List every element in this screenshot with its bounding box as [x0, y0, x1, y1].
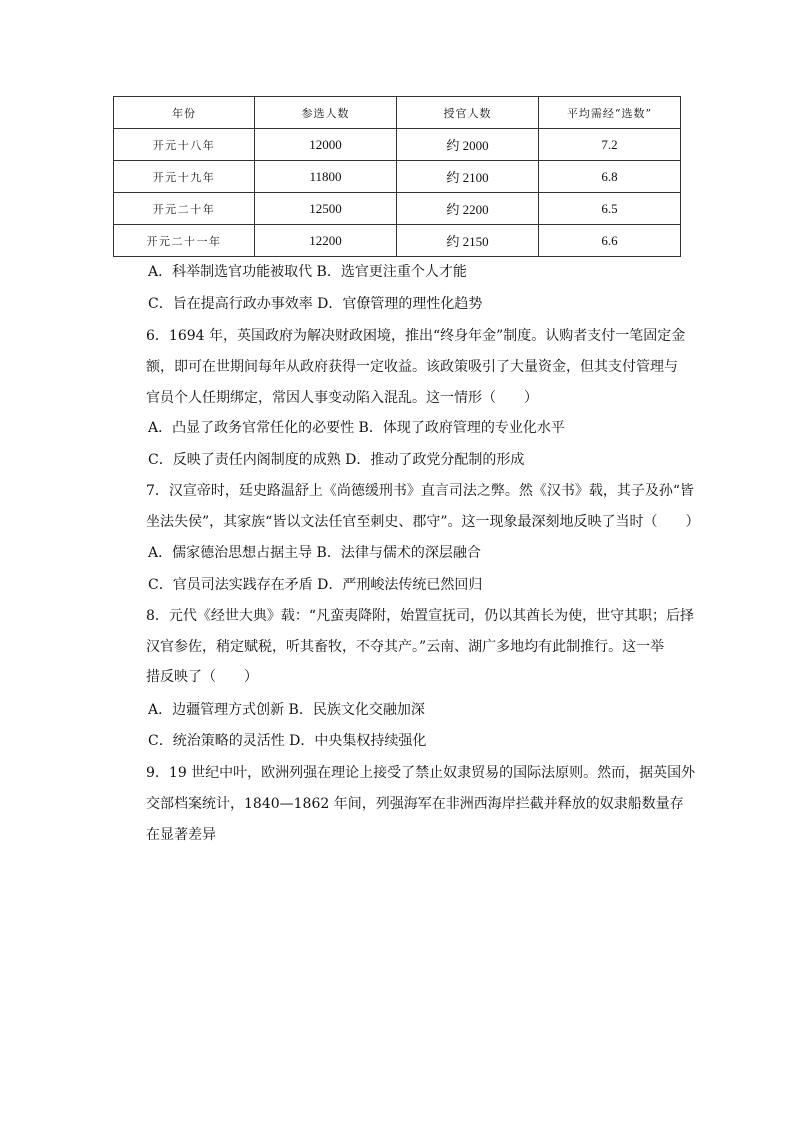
cell-appointed: 约 2000	[397, 129, 539, 161]
table-row	[114, 129, 681, 161]
q5-options-ab: A．科举制选官功能被取代 B．选官更注重个人才能	[148, 264, 467, 280]
header-avg-selections: 平均需经“选数”	[539, 97, 681, 129]
q8-stem-line3: 措反映了（ ）	[146, 669, 258, 685]
q6-options-cd: C．反映了责任内阁制度的成熟 D．推动了政党分配制的形成	[148, 452, 525, 468]
table-row	[114, 225, 681, 257]
cell-appointed: 约 2100	[397, 161, 539, 193]
q9-stem-line2: 交部档案统计，1840—1862 年间，列强海军在非洲西海岸拦截并释放的奴隶船数量存	[146, 796, 684, 812]
cell-year: 开元十九年	[114, 161, 255, 193]
q8-options-cd: C．统治策略的灵活性 D．中央集权持续强化	[148, 733, 427, 749]
header-candidates: 参选人数	[255, 97, 397, 129]
exam-data-table	[113, 96, 681, 257]
q8-stem-line1: 8．元代《经世大典》载：“凡蛮夷降附，始置宣抚司，仍以其酋长为使，世守其职；后择	[146, 608, 695, 624]
cell-candidates: 12500	[255, 193, 397, 225]
q9-stem-line3: 在显著差异	[146, 827, 216, 843]
q7-stem-line2: 坐法失侯”，其家族“皆以文法任官至刺史、郡守”。这一现象最深刻地反映了当时（ ）	[146, 514, 700, 530]
cell-year: 开元二十一年	[114, 225, 255, 257]
q6-stem-line2: 额，即可在世期间每年从政府获得一定收益。该政策吸引了大量资金，但其支付管理与	[146, 359, 678, 375]
q7-options-cd: C．官员司法实践存在矛盾 D．严刑峻法传统已然回归	[148, 577, 483, 593]
table-header-row	[114, 97, 681, 129]
cell-avg: 7.2	[539, 129, 681, 161]
q9-stem-line1: 9．19 世纪中叶，欧洲列强在理论上接受了禁止奴隶贸易的国际法原则。然而，据英国外	[146, 765, 696, 781]
q6-options-ab: A．凸显了政务官常任化的必要性 B．体现了政府管理的专业化水平	[148, 420, 565, 436]
cell-appointed: 约 2200	[397, 193, 539, 225]
q6-stem-line3: 官员个人任期绑定，常因人事变动陷入混乱。这一情形（ ）	[146, 390, 538, 406]
table-row	[114, 193, 681, 225]
header-year: 年份	[114, 97, 255, 129]
q5-options-cd: C．旨在提高行政办事效率 D．官僚管理的理性化趋势	[148, 296, 483, 312]
cell-appointed: 约 2150	[397, 225, 539, 257]
cell-avg: 6.5	[539, 193, 681, 225]
q8-options-ab: A．边疆管理方式创新 B．民族文化交融加深	[148, 702, 425, 718]
q8-stem-line2: 汉官参佐，稍定赋税，听其畜牧，不夺其产。”云南、湖广多地均有此制推行。这一举	[146, 639, 665, 655]
q6-stem-line1: 6．1694 年，英国政府为解决财政困境，推出“终身年金”制度。认购者支付一笔固定金	[146, 328, 686, 344]
cell-candidates: 12000	[255, 129, 397, 161]
cell-year: 开元二十年	[114, 193, 255, 225]
q7-stem-line1: 7．汉宣帝时，廷史路温舒上《尚德缓刑书》直言司法之弊。然《汉书》载，其子及孙“皆	[146, 483, 695, 499]
q7-options-ab: A．儒家德治思想占据主导 B．法律与儒术的深层融合	[148, 545, 481, 561]
header-appointed: 授官人数	[397, 97, 539, 129]
cell-candidates: 11800	[255, 161, 397, 193]
cell-year: 开元十八年	[114, 129, 255, 161]
table-row	[114, 161, 681, 193]
cell-avg: 6.6	[539, 225, 681, 257]
cell-candidates: 12200	[255, 225, 397, 257]
cell-avg: 6.8	[539, 161, 681, 193]
